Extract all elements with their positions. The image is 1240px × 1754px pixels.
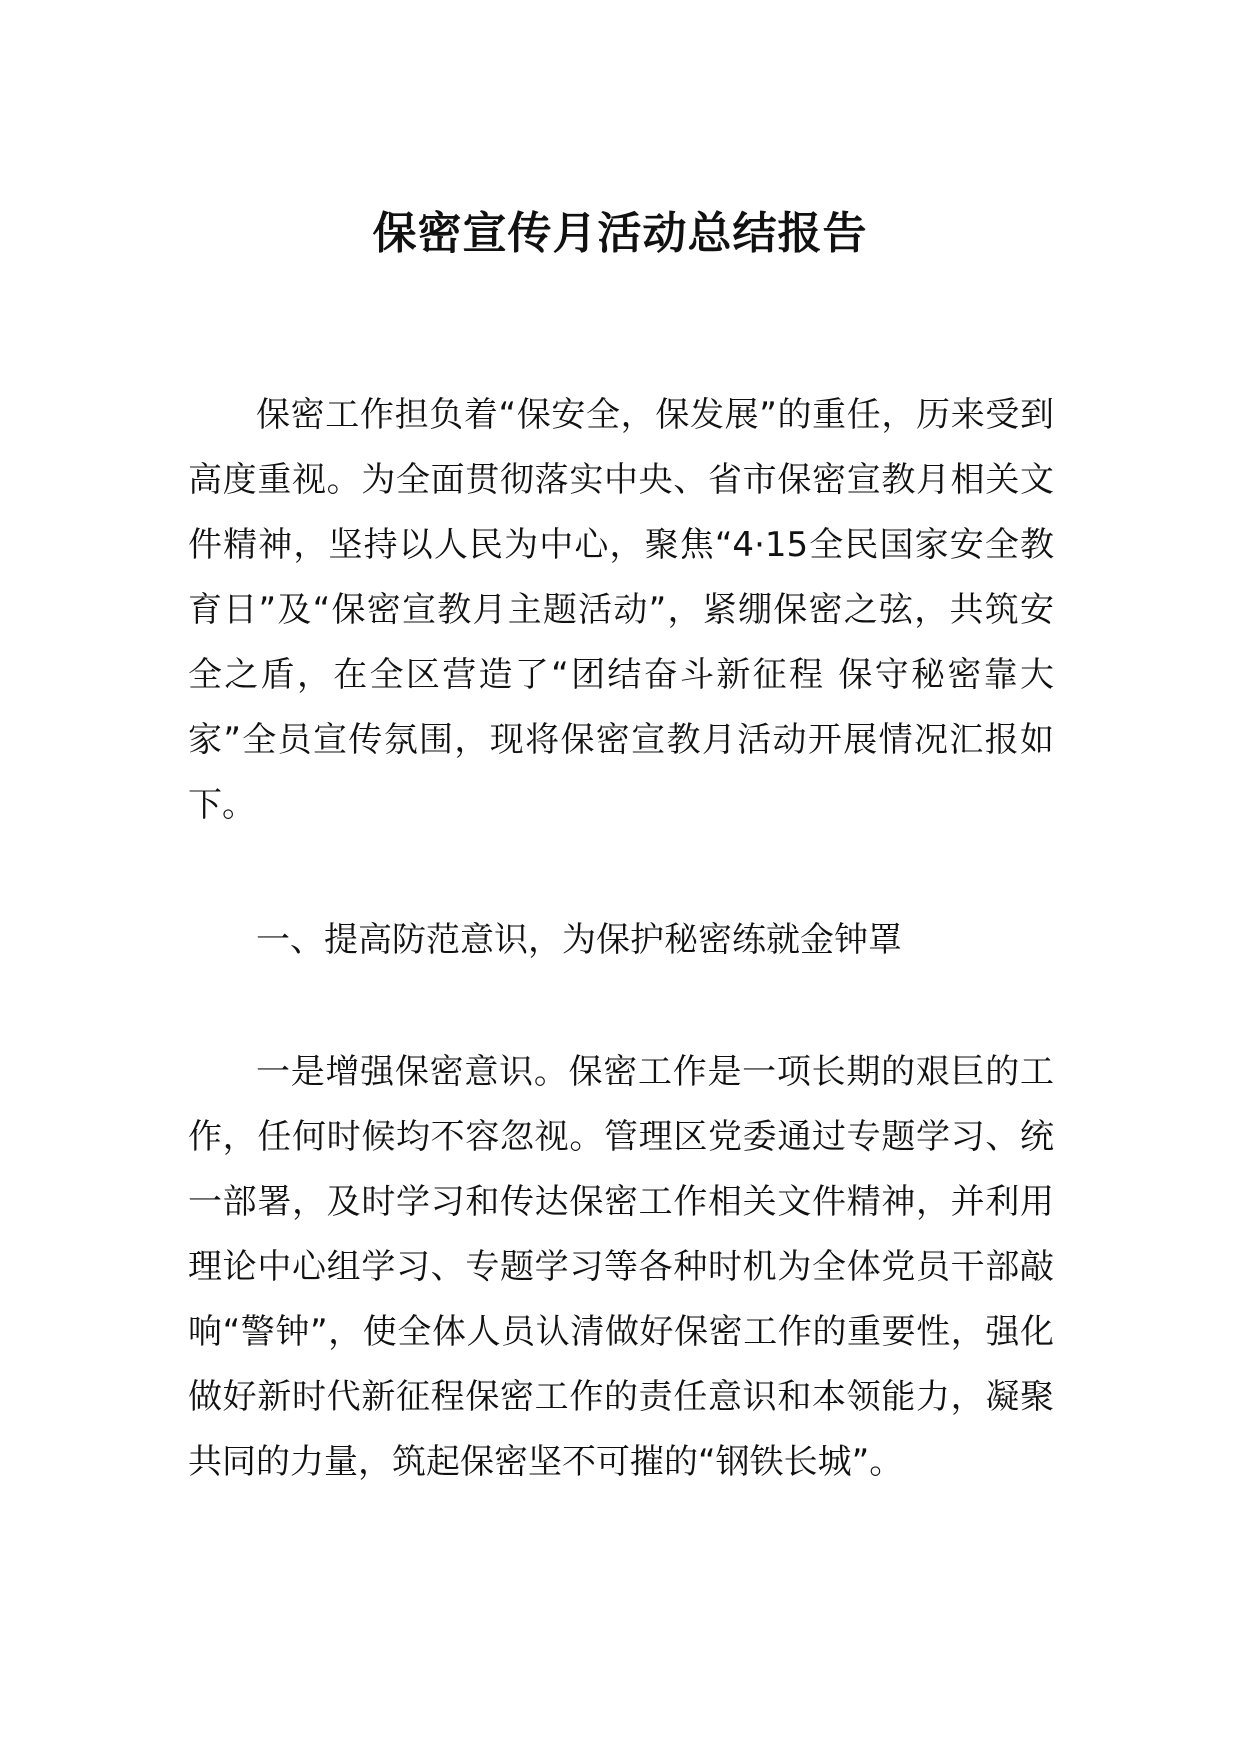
body-paragraph: 一是增强保密意识。保密工作是一项长期的艰巨的工作，任何时候均不容忽视。管理区党委通过专题学习、统一部署，及时学习和传达保密工作相关文件精神，并利用理论中心组学习、专题学习等各种时机为全体党员干部敲响“警钟”，使全体人员认清做好保密工作的重要性，强化做好新时代新征程保密工作的责任意识和本领能力，凝聚共同的力量，筑起保密坚不可摧的“钢铁长城”。 — [188, 1052, 1054, 1482]
document-title: 保密宣传月活动总结报告 — [372, 208, 868, 259]
intro-paragraph: 保密工作担负着“保安全，保发展”的重任，历来受到高度重视。为全面贯彻落实中央、省市保密宣教月相关文件精神，坚持以人民为中心，聚焦“4·15全民国家安全教育日”及“保密宣教月主题活动”，紧绷保密之弦，共筑安全之盾，在全区营造了“团结奋斗新征程 保守秘密靠大家”全员宣传氛围，现将保密宣教月活动开展情况汇报如下。 — [188, 395, 1054, 825]
section-heading: 一、提高防范意识，为保护秘密练就金钟罩 — [256, 920, 902, 960]
